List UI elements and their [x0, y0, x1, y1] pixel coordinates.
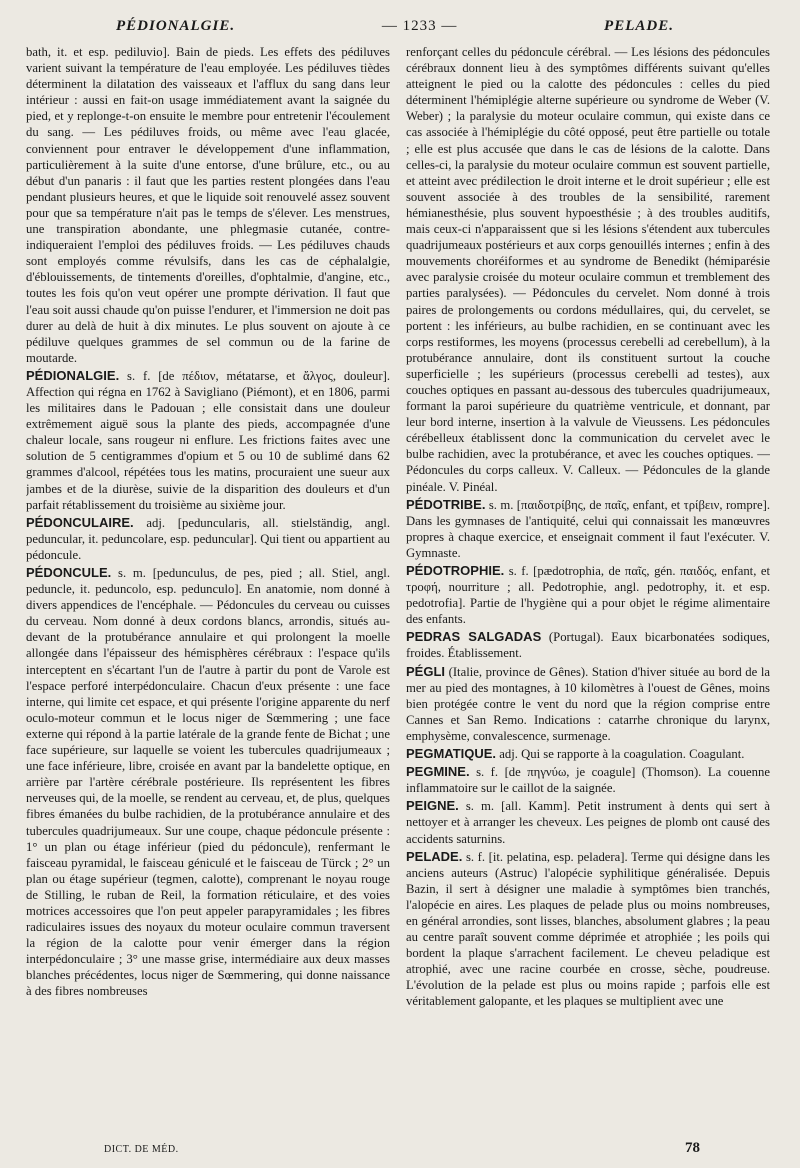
entry-text: s. f. [it. pelatina, esp. peladera]. Terme qui désigne dans les anciens auteurs (Astruc) l'alopécie syphilitique généralisée. Depuis Bazin, il sert à désigner une maladie à symptômes bien tranchés, l'alopécie en aires. Les plaques de pelade plus ou moins nombreuses, en général arrondies, sont lisses, blanches, absolument glabres ; la peau au centre paraît souvent comme déprimée et atrophiée ; les poils qui bordent la plaque s'arrachent facilement. Le cheveu peladique est atrophié, avec une racine courbée en crosse, sèche, poudreuse. L'évolution de la pelade est plus ou moins rapide ; parfois elle est véritablement galopante, et les plaques se multiplient avec une	[406, 849, 770, 1009]
headword: PÉGLI	[406, 663, 446, 679]
entry-peigne	[406, 798, 770, 846]
entry-text: adj. Qui se rapporte à la coagulation. Coagulant.	[496, 747, 745, 762]
right-column	[406, 44, 770, 1140]
page-number-header: — 1233 —	[381, 18, 458, 34]
headword: PÉDIONALGIE.	[26, 367, 120, 383]
headword: PEDRAS SALGADAS	[406, 629, 542, 645]
entry-text: (Portugal). Eaux bicarbonatées sodiques, froides. Établissement.	[406, 630, 770, 661]
left-column	[26, 44, 390, 1140]
headword: PÉDOTROPHIE.	[406, 563, 505, 578]
sheet-number: 78	[685, 1140, 700, 1156]
entry-pelade	[406, 849, 770, 1010]
entry-pegmatique	[406, 746, 770, 762]
entry-text: (Italie, province de Gênes). Station d'hiver située au bord de la mer au pied des montagnes, à 10 kilomètres à l'ouest de Gênes, moins bien protégée contre le vent du nord que la région comprise entre Cannes et San Remo. Indications : catarrhe chronique du larynx, emphysème, convalescence, surmenage.	[406, 664, 770, 743]
entry-pedotribe	[406, 497, 770, 561]
headword: PEIGNE.	[406, 798, 459, 814]
headword: PÉDOTRIBE.	[406, 496, 486, 512]
entry-text: s. f. [de πηγνύω, je coagule] (Thomson). La couenne inflammatoire sur le caillot de la saignée.	[406, 765, 770, 796]
pedoncule-continuation: renforçant celles du pédoncule cérébral. — Les lésions des pédoncules cérébraux donnent lieu à des symptômes différents suivant qu'elles atteignent le pied ou la calotte des pédoncules : celles du pied déterminent l'hémiplégie alterne supérieure ou syndrome de Weber (V. Weber) ; la paralysie du moteur oculaire commun, qui existe dans ce cas associée à l'hémiplégie du côté opposé, peut être partielle ou totale ; elle est plus accusée que dans le cas de lésions de la calotte. Dans celles-ci, la paralysie du moteur oculaire commun est souvent partielle, et atteint avec prédilection le droit interne et le droit supérieur ; elle est souvent associée à des troubles de la sensibilité, rarement hémianesthésie, plus souvent hypoesthésie ; à des troubles auditifs, mais ceux-ci n'apparaissent que si les lésions s'étendent aux tubercules quadrijumeaux postérieurs et aux corps genouillés internes ; enfin à des mouvements choréiformes et au syndrome de Benedikt (hémiparésie avec paralysie croisée du moteur oculaire commun et tremblement des parties paralysées). — Pédoncules du cervelet. Nom donné à trois paires de prolongements ou cordons médullaires, qui, du cervelet, se portent : les inférieurs, au bulbe rachidien, en se continuant avec les corps restiformes, les moyens (processus cerebelli ad cerebellum), à la protubérance annulaire, dont ils constituent surtout la couche superficielle ; les supérieurs (processus cerebelli ad testes), aux couches optiques en passant au-dessous des tubercules quadrijumeaux, formant la paroi supérieure du quatrième ventricule, et donnant, par leur bord interne, insertion à la valvule de Vieussens. Les pédoncules cérébelleux établissent donc la communication du cervelet avec le bulbe rachidien, avec la protubérance, et avec les couches optiques. — Pédoncules du corps calleux. V. Calleux. — Pédoncules de la glande pinéale. V. Pinéal.	[406, 45, 770, 494]
header-right-entry: PELADE.	[604, 18, 674, 34]
pediluve-continuation: bath, it. et esp. pediluvio]. Bain de pieds. Les effets des pédiluves varient suivant la température de l'eau employée. Les pédiluves tièdes déterminent la dilatation des vaisseaux et l'afflux du sang dans leur intérieur : aussi en fait-on usage immédiatement avant la saignée du pied, et y replonge-t-on ensuite le membre pour entretenir l'écoulement du sang. — Les pédiluves froids, ou même avec l'eau glacée, conviennent pour entraver le développement d'une inflammation, particulièrement à la suite d'une entorse, d'une brûlure, etc., ou au début d'un panaris : il faut que les parties restent plongées dans l'eau pendant plusieurs heures, et que le liquide soit renouvelé assez souvent pour que sa température n'ait pas le temps de s'élever. Les menstrues, une transpiration abondante, une phlegmasie cutanée, contre-indiqueraient l'emploi des pédiluves froids. — Les pédiluves chauds sont employés comme révulsifs, dans les cas de céphalalgie, d'éblouissements, de tintements d'oreilles, d'ophtalmie, d'angine, etc., toutes les fois qu'on veut opérer une prompte dérivation. Il faut que l'eau soit aussi chaude qu'on puisse l'endurer, et l'immersion ne doit pas durer au delà de huit à dix minutes. Le plus souvent on ajoute à ce pédiluve quelques grammes de sel commun ou de la farine de moutarde.	[26, 45, 390, 365]
entry-text: s. m. [all. Kamm]. Petit instrument à dents qui sert à nettoyer et à arranger les cheveux. Les peignes de plomb ont causé des accidents saturnins.	[406, 799, 770, 846]
entry-pedoncule	[26, 565, 390, 1000]
entry-text: s. m. [παιδοτρίβης, de παῖς, enfant, et τρίβειν, rompre]. Dans les gymnases de l'antiquité, celui qui connaissait les manœuvres propres à chaque exercice, et enseignait comment il faut l'exécuter. V. Gymnaste.	[406, 497, 770, 560]
entry-pegli	[406, 664, 770, 744]
headword: PÉDONCULE.	[26, 565, 112, 580]
entry-pedras-salgadas	[406, 629, 770, 661]
running-header	[26, 18, 770, 44]
headword: PELADE.	[406, 848, 463, 864]
page-footer	[104, 1140, 700, 1157]
header-left-entry: PÉDIONALGIE.	[116, 18, 236, 34]
headword: PEGMATIQUE.	[406, 746, 497, 762]
entry-text: s. f. [de πέδιον, métatarse, et ἄλγος, douleur]. Affection qui régna en 1762 à Savigliano (Piémont), et en 1806, parmi les militaires dans le Padouan ; elle consistait dans une douleur extrêmement aiguë sous la plante des pieds, accompagnée d'une chaleur locale, sans rougeur ni enflure. Les frictions faites avec une solution de 5 centigrammes d'opium et 5 ou 10 de sublimé dans 62 grammes d'alcool, répétées tous les matins, procuraient une sueur aux jambes et de la diurèse, suivie de la disparition des douleurs et d'un parfait rétablissement du troisième au sixième jour.	[26, 368, 390, 512]
entry-text: s. m. [pedunculus, de pes, pied ; all. Stiel, angl. peduncle, it. peduncolo, esp. pedunculo]. En anatomie, nom donné à divers appendices de l'encéphale. — Pédoncules du cerveau ou cuisses du cerveau. Nom donné à deux cordons blancs, arrondis, situés au-devant de la protubérance annulaire et qui prolongent la moelle allongée dans l'épaisseur des hémisphères cérébraux : l'espace qu'ils interceptent en s'écartant l'un de l'autre à partir du pont de Varole est l'espace perforé interpédonculaire. Chacun d'eux présente : une face interne, qui limite cet espace, et qui présente l'origine apparente du nerf oculo-moteur commun et le locus niger de Sœmmering ; une face externe qui répond à la partie latérale de la grande fente de Bichat ; une face supérieure, sur laquelle se voient les tubercules quadrijumeaux ; une face inférieure, libre, croisée en avant par la bandelette optique, en arrière par l'artère cérébrale postérieure. Ils représentent les fibres nerveuses qui, de la moelle, se rendent au cerveau, et, de plus, quelques fibres émanées du bulbe rachidien, de la protubérance annulaire et des tubercules quadrijumeaux. Sur une coupe, chaque pédoncule présente : 1° un plan ou étage inférieur (pied du pédoncule), renfermant le faisceau pyramidal, le faisceau géniculé et le faisceau de Türck ; 2° un plan ou étage supérieur (tegmen, calotte), comprenant le noyau rouge de Stilling, le ruban de Reil, la formation réticulaire, et des voies motrices accessoires que l'on peut appeler parapyramidales ; les fibres radiculaires issues des noyaux du moteur oculaire commun traversent la région de la calotte pour venir émerger dans la région interpédonculaire ; 3° une masse grise, intermédiaire aux deux masses blanches précédentes, locus niger de Sœmmering, qui donne naissance à des fibres nombreuses	[26, 566, 390, 999]
entry-pedonculaire	[26, 515, 390, 563]
headword: PEGMINE.	[406, 764, 470, 780]
entry-pedotrophie	[406, 563, 770, 627]
entry-pegmine	[406, 764, 770, 796]
entry-pedionalgie	[26, 368, 390, 513]
headword: PÉDONCULAIRE.	[26, 514, 134, 530]
entry-text: adj. [peduncularis, all. stielständig, angl. peduncular, it. peduncolare, esp. peduncular]. Qui tient ou appartient au pédoncule.	[26, 515, 390, 562]
signature-mark: DICT. DE MÉD.	[104, 1144, 179, 1155]
entry-text: s. f. [pædotrophia, de παῖς, gén. παιδός, enfant, et τροφή, nourriture ; all. Pedotrophie, angl. pedotrophy, it. et esp. pedotrofia]. Partie de l'hygiène qui a pour objet le régime alimentaire des enfants.	[406, 564, 770, 627]
